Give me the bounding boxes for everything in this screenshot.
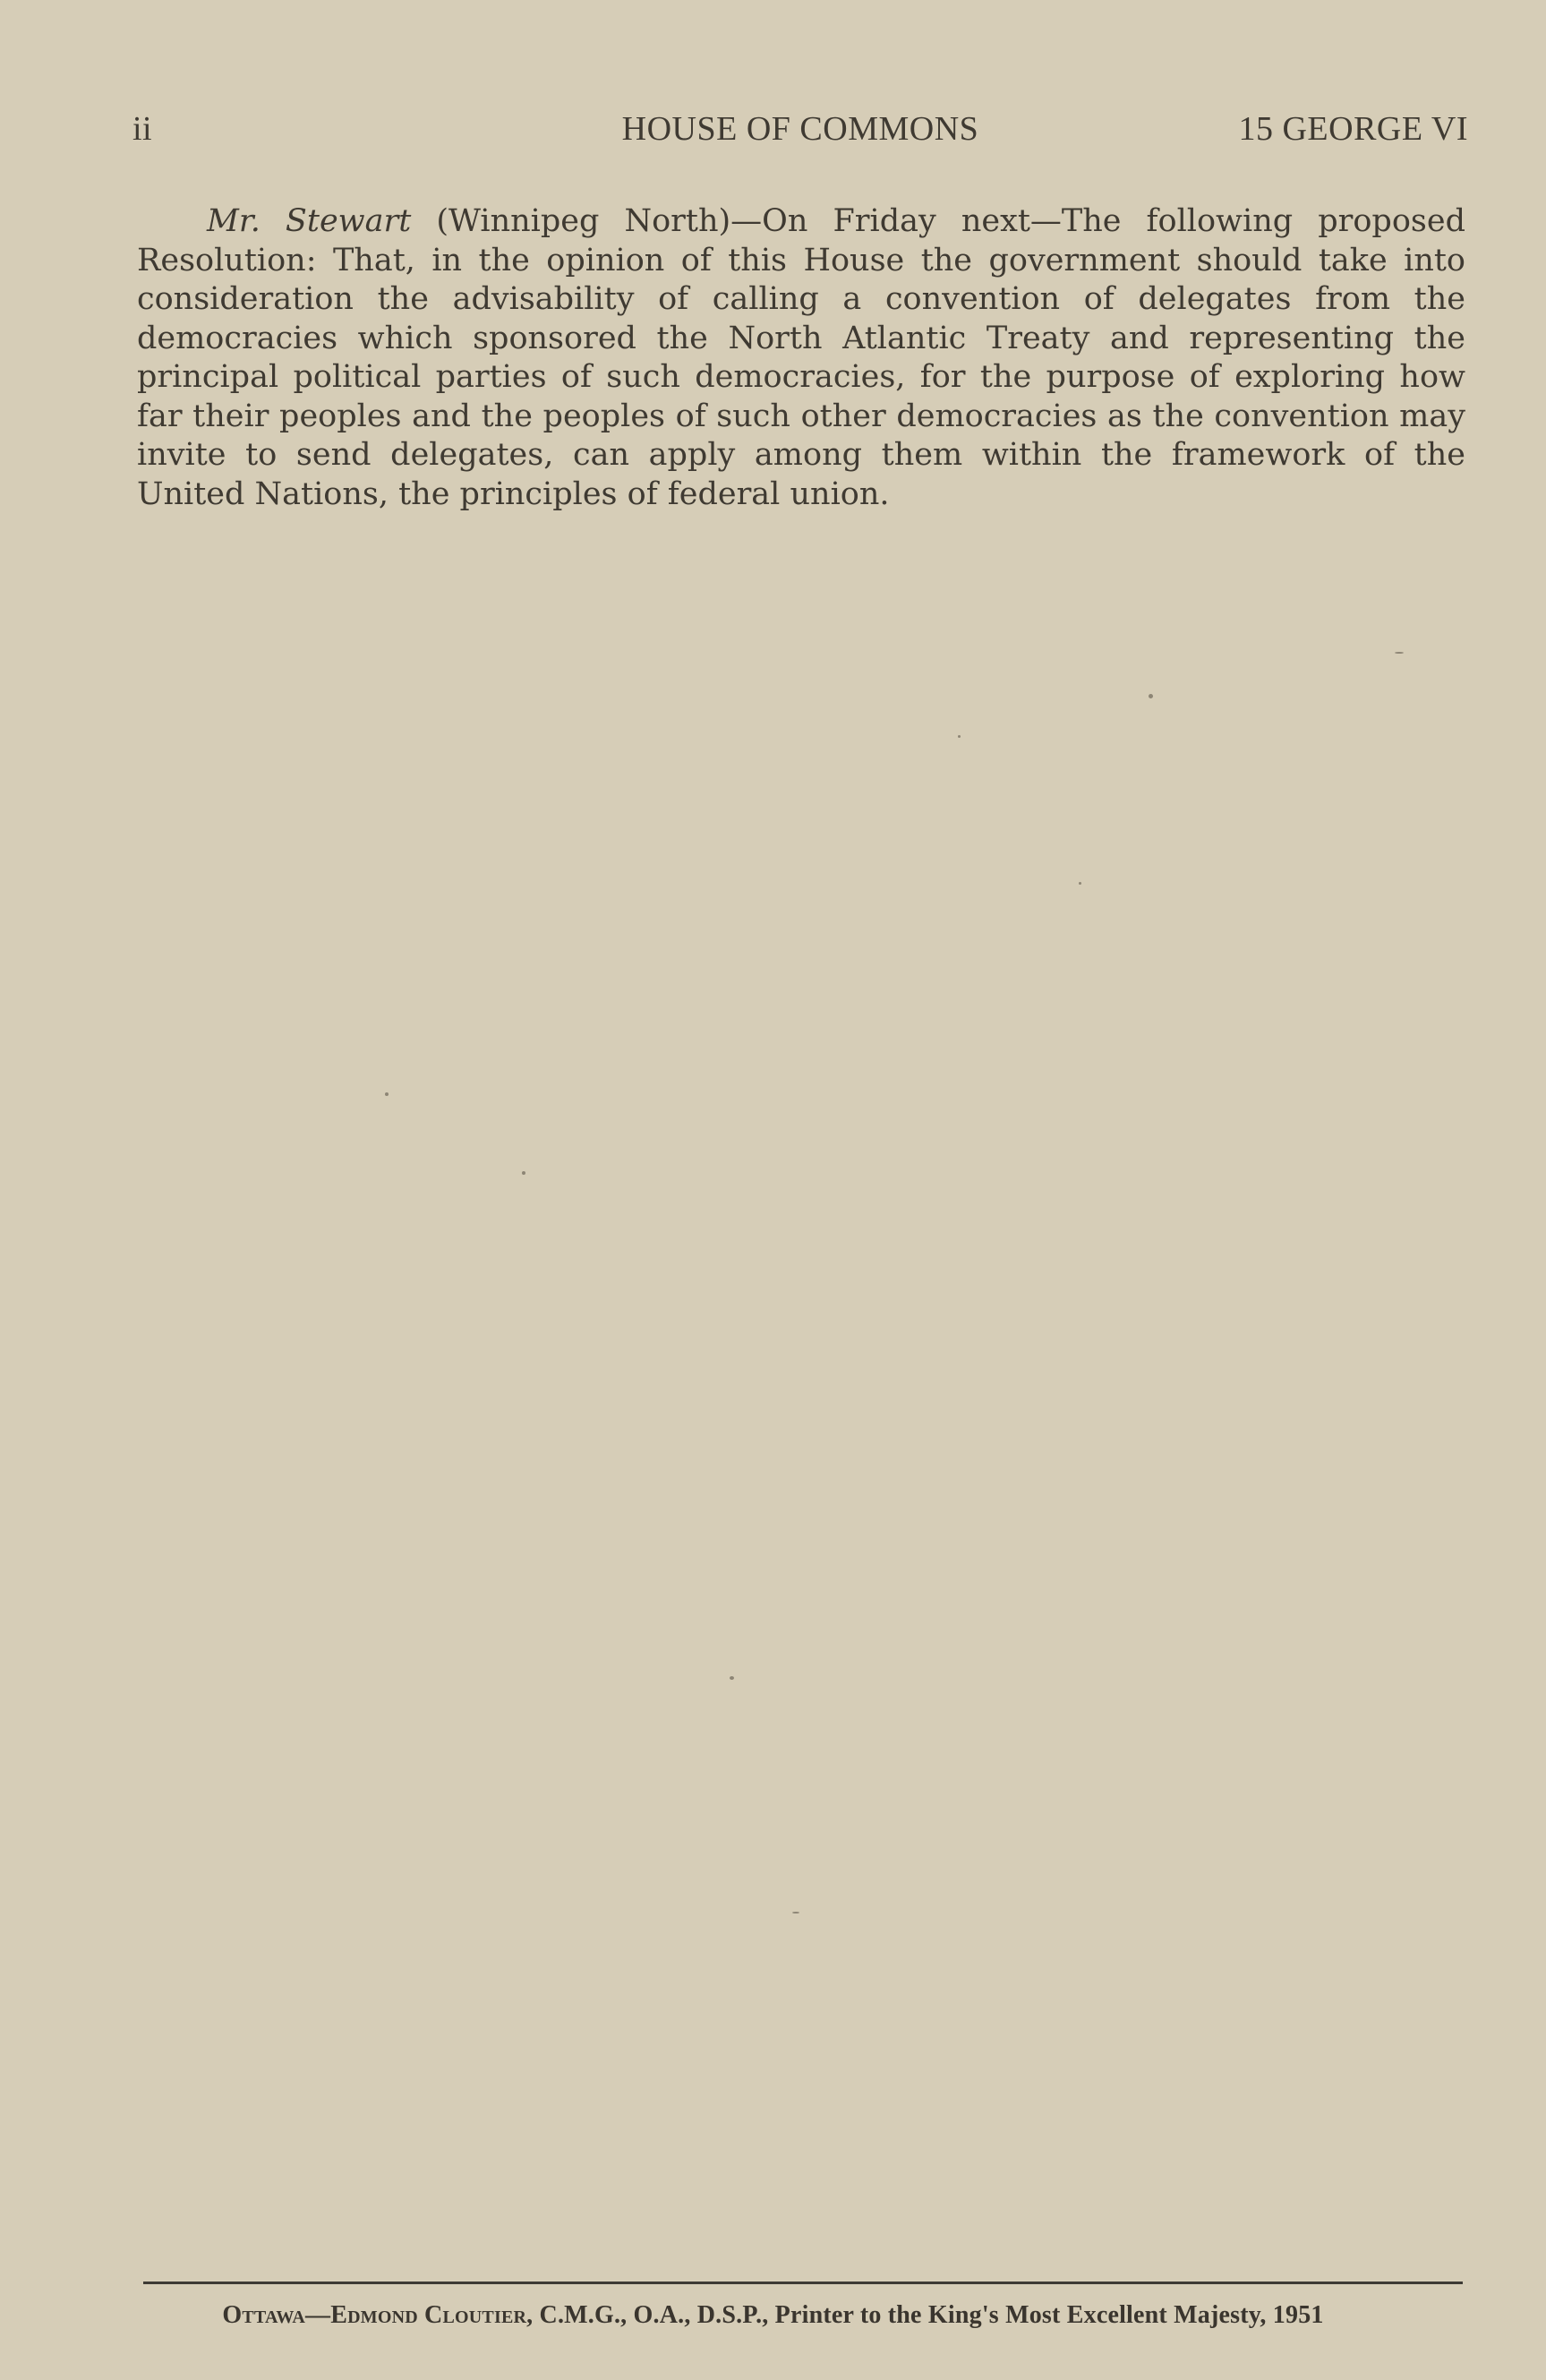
- session-label: 15 GEORGE VI: [1238, 110, 1468, 148]
- page-header: [132, 109, 1468, 154]
- paper-speck: [792, 1912, 799, 1913]
- printer-imprint: [0, 2301, 1546, 2330]
- paper-speck: [958, 735, 961, 738]
- paper-speck: [1395, 652, 1404, 654]
- imprint-place: Ottawa: [222, 2301, 306, 2329]
- notice-paragraph: [137, 202, 1465, 514]
- page-number: ii: [132, 110, 153, 148]
- notice-text: (Winnipeg North)—On Friday next—The following proposed Resolution: That, in the opinion of this House the government should take into consideration the advisability of calling a convention of delegates from the democracies which sponsored the North Atlantic Treaty and representing the principal political parties of such democracies, for the purpose of exploring how far their peoples and the peoples of such other democracies as the convention may invite to send delegates, can apply among them within the framework of the United Nations, the principles of federal union.: [137, 203, 1465, 512]
- imprint-printer: Edmond Cloutier: [330, 2301, 527, 2329]
- imprint-credentials: , C.M.G., O.A., D.S.P., Printer to the King's Most Excellent Majesty, 1951: [526, 2301, 1324, 2329]
- paper-speck: [522, 1171, 525, 1175]
- running-title: HOUSE OF COMMONS: [621, 110, 979, 148]
- footer-rule: [143, 2282, 1463, 2284]
- speaker-name: Mr. Stewart: [207, 203, 412, 239]
- paper-speck: [1079, 882, 1081, 885]
- imprint-dash: —: [305, 2301, 331, 2329]
- paper-speck: [730, 1676, 734, 1680]
- paper-speck: [385, 1092, 389, 1096]
- paper-speck: [1149, 694, 1153, 698]
